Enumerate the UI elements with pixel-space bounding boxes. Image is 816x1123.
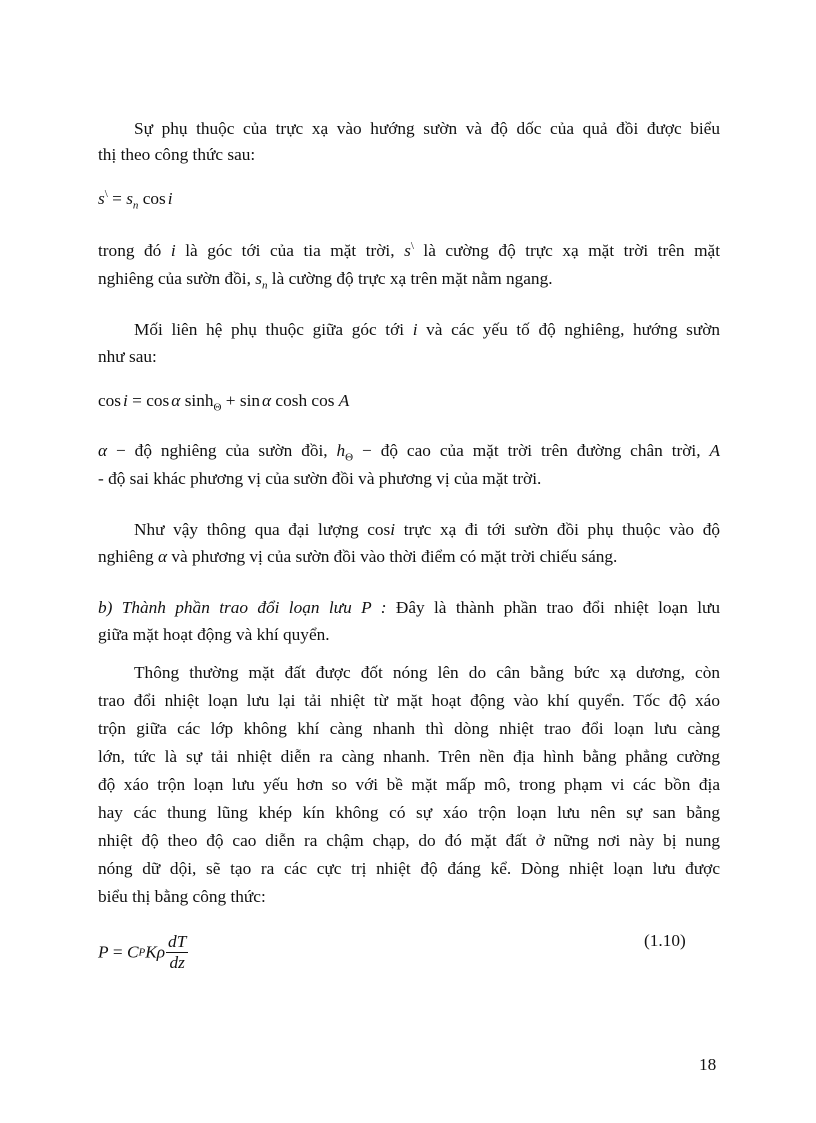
para7-line3: trộn giữa các lớp không khí càng nhanh thì dòng nhiệt trao đổi loạn lưu càng xyxy=(98,719,720,738)
para7-line8: nóng dữ dội, sẽ tạo ra các cực trị nhiệt độ đáng kể. Dòng nhiệt loạn lưu được xyxy=(98,859,720,878)
eq1-s: s xyxy=(98,189,105,208)
equation-cos-i: cos i = cos α $\sinh_\Theta + \sin \alpha$ cosh cos A xyxy=(98,391,350,414)
para7-line6: hay các thung lũng khép kín không có sự xáo trộn loạn lưu nên sự san bằng xyxy=(98,803,720,822)
para3-line1: Mối liên hệ phụ thuộc giữa góc tới i và các yếu tố độ nghiêng, hướng sườn xyxy=(134,320,720,339)
fraction-dT-dz: $\frac{dT}{dz}$ xyxy=(168,932,187,972)
para1-line2: thị theo công thức sau: xyxy=(98,145,256,164)
page-number: 18 xyxy=(699,1055,717,1074)
eq1-s-mark: \ xyxy=(104,188,108,201)
para7-line2: trao đổi nhiệt loạn lưu lại tải nhiệt từ mặt hoạt động vào khí quyển. Tốc độ xáo xyxy=(98,691,720,710)
para7-line4: lớn, tức là sự tải nhiệt diễn ra càng nhanh. Trên nền địa hình bằng phẳng cường xyxy=(98,747,720,766)
para1-line1: Sự phụ thuộc của trực xạ vào hướng sườn và độ dốc của quả đồi được biểu xyxy=(134,119,720,138)
section-heading-b: b) Thành phần trao đổi loạn lưu xyxy=(98,598,362,617)
para4-line1: α − độ nghiêng của sườn đồi, $h_\Theta$ − độ cao của mặt trời trên đường chân trời, A xyxy=(98,441,721,464)
para6-line1: b) Thành phần trao đổi loạn lưu P : Đây là thành phần trao đổi nhiệt loạn lưu xyxy=(98,598,721,617)
para7-line9: biểu thị bằng công thức: xyxy=(98,887,266,906)
equation-direct-radiation xyxy=(98,188,720,210)
eq1-equals: = xyxy=(107,189,127,208)
para7-line7: nhiệt độ theo độ cao diễn ra chậm chạp, do đó mặt đất ở nững nơi này bị nung xyxy=(98,831,720,850)
equation-number: (1.10) xyxy=(644,931,686,950)
equation-turbulent-flux: P = CPKρ $\frac{dT}{dz}$ xyxy=(98,932,187,972)
para6-line2: giữa mặt hoạt động và khí quyển. xyxy=(98,625,330,644)
para7-line1: Thông thường mặt đất được đốt nóng lên do cân bằng bức xạ dương, còn xyxy=(134,663,720,682)
para2-line2: nghiêng của sườn đồi, $s_n$ là cường độ trực xạ trên mặt nằm ngang. xyxy=(98,269,553,292)
eq1-n: n xyxy=(132,199,139,212)
para5-line1: Như vậy thông qua đại lượng cosi trực xạ đi tới sườn đồi phụ thuộc vào độ xyxy=(134,520,720,539)
para4-line2: - độ sai khác phương vị của sườn đồi và phương vị của mặt trời. xyxy=(98,469,542,488)
eq1-sn: s xyxy=(126,189,133,208)
eq1-i: i xyxy=(167,189,173,208)
eq1-cos: cos xyxy=(138,189,166,208)
para5-line2: nghiêng α và phương vị của sườn đồi vào thời điểm có mặt trời chiếu sáng. xyxy=(98,547,618,566)
para2-line1: trong đó i là góc tới của tia mặt trời, s\ là cường độ trực xạ mặt trời trên mặt xyxy=(98,240,721,260)
para7-line5: độ xáo trộn loạn lưu yếu hơn so với bề mặt mấp mô, trong phạm vi các bồn địa xyxy=(98,775,720,794)
para3-line2: như sau: xyxy=(98,347,157,366)
